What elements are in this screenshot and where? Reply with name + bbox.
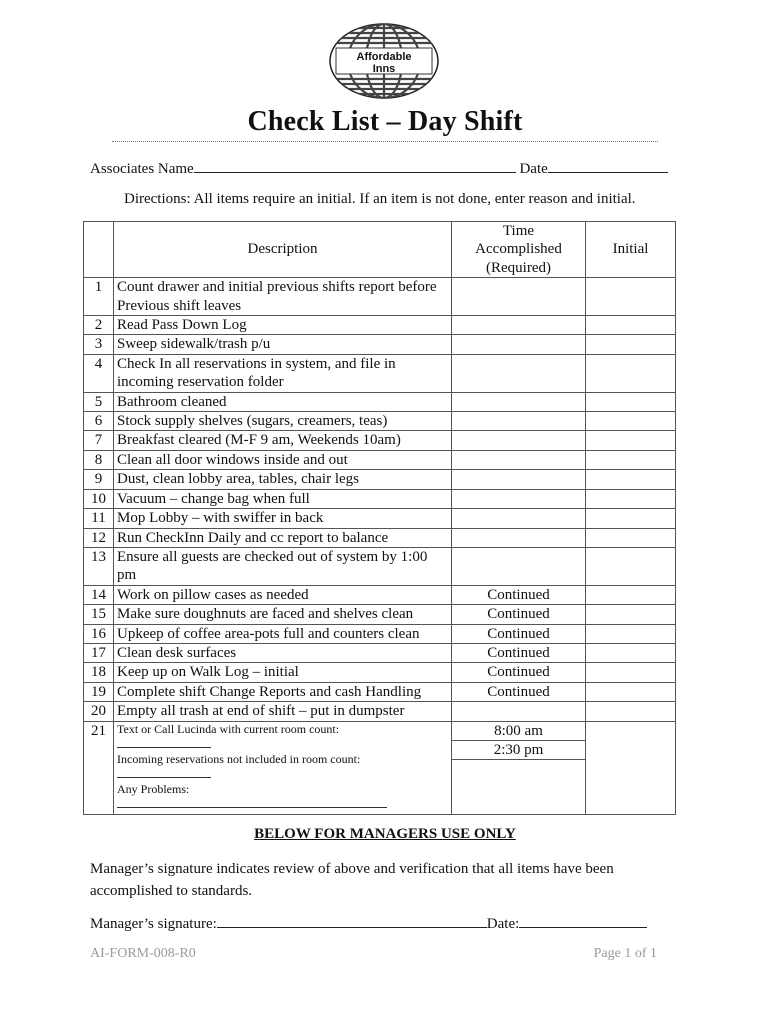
row-initial[interactable]	[586, 450, 676, 469]
title-divider	[112, 141, 658, 142]
date-field[interactable]	[548, 158, 668, 173]
row-time[interactable]	[452, 528, 586, 547]
row-initial[interactable]	[586, 585, 676, 604]
header-time	[452, 222, 586, 278]
table-row	[84, 702, 676, 721]
table-row	[84, 470, 676, 489]
room-count-field[interactable]	[117, 737, 211, 748]
managers-date-field[interactable]	[519, 913, 647, 928]
table-row	[84, 643, 676, 662]
row-initial[interactable]	[586, 528, 676, 547]
row-description: Dust, clean lobby area, tables, chair legs	[114, 470, 452, 489]
row-initial[interactable]	[586, 702, 676, 721]
table-row	[84, 605, 676, 624]
row-description: Bathroom cleaned	[114, 392, 452, 411]
table-row	[84, 431, 676, 450]
table-row	[84, 585, 676, 604]
row-time[interactable]	[452, 702, 586, 721]
row-description: Upkeep of coffee area-pots full and counters clean	[114, 624, 452, 643]
row-time[interactable]: Continued	[452, 585, 586, 604]
row-time[interactable]	[452, 470, 586, 489]
room-count-label: Text or Call Lucinda with current room count:	[117, 721, 340, 736]
managers-text: Manager’s signature indicates review of above and verification that all items have been accomplished to standards.	[90, 861, 614, 899]
row-time[interactable]: Continued	[452, 663, 586, 682]
row-description: Ensure all guests are checked out of system by 1:00 pm	[114, 547, 452, 585]
table-row	[84, 278, 676, 316]
row-time[interactable]: Continued	[452, 682, 586, 701]
footer-form-id: AI-FORM-008-R0	[90, 946, 196, 961]
table-row	[84, 354, 676, 392]
footer-page-number: Page 1 of 1	[593, 946, 657, 961]
logo-line1: Affordable	[356, 51, 412, 63]
checklist-table	[83, 221, 676, 815]
row-description: Run CheckInn Daily and cc report to balance	[114, 528, 452, 547]
row-time[interactable]	[452, 431, 586, 450]
row-description: Vacuum – change bag when full	[114, 489, 452, 508]
row-time[interactable]	[452, 392, 586, 411]
row-initial[interactable]	[586, 663, 676, 682]
row-description: Empty all trash at end of shift – put in dumpster	[114, 702, 452, 721]
row-number: 16	[84, 624, 114, 643]
row-time[interactable]	[452, 450, 586, 469]
row-number: 14	[84, 585, 114, 604]
row-description: Make sure doughnuts are faced and shelves clean	[114, 605, 452, 624]
table-row	[84, 316, 676, 335]
table-row	[84, 547, 676, 585]
table-row	[84, 450, 676, 469]
row-number: 3	[84, 335, 114, 354]
header-time-line3: (Required)	[486, 259, 551, 276]
row-initial[interactable]	[586, 316, 676, 335]
row-number: 7	[84, 431, 114, 450]
managers-date-label: Date:	[486, 916, 520, 932]
row-number: 2	[84, 316, 114, 335]
table-row	[84, 489, 676, 508]
row-number: 11	[84, 509, 114, 528]
managers-heading: BELOW FOR MANAGERS USE ONLY	[254, 826, 516, 842]
row-description: Sweep sidewalk/trash p/u	[114, 335, 452, 354]
row-initial[interactable]	[586, 335, 676, 354]
table-row	[84, 392, 676, 411]
row-time	[452, 721, 586, 814]
row-description: Clean all door windows inside and out	[114, 450, 452, 469]
row-number: 9	[84, 470, 114, 489]
row-number: 18	[84, 663, 114, 682]
row-time[interactable]	[452, 278, 586, 316]
row-initial[interactable]	[586, 682, 676, 701]
header-num	[84, 222, 114, 278]
row-description: Read Pass Down Log	[114, 316, 452, 335]
any-problems-field[interactable]	[117, 797, 387, 808]
row-number: 21	[84, 721, 114, 814]
row-time[interactable]: Continued	[452, 624, 586, 643]
row-initial[interactable]	[586, 547, 676, 585]
row-number: 15	[84, 605, 114, 624]
row-description: Keep up on Walk Log – initial	[114, 663, 452, 682]
row-number: 8	[84, 450, 114, 469]
row-description: Work on pillow cases as needed	[114, 585, 452, 604]
row-description: Breakfast cleared (M-F 9 am, Weekends 10am)	[114, 431, 452, 450]
row-initial[interactable]	[586, 605, 676, 624]
row-time[interactable]	[452, 354, 586, 392]
row-number: 13	[84, 547, 114, 585]
date-label: Date	[519, 161, 548, 177]
row-initial[interactable]	[586, 509, 676, 528]
row-time[interactable]: Continued	[452, 605, 586, 624]
managers-signature-row	[90, 913, 647, 933]
row-number: 12	[84, 528, 114, 547]
any-problems-label: Any Problems:	[117, 781, 190, 796]
table-row	[84, 335, 676, 354]
logo-line2: Inns	[372, 63, 396, 75]
row-time[interactable]	[452, 335, 586, 354]
row-time[interactable]	[452, 316, 586, 335]
row-description: Check In all reservations in system, and file in incoming reservation folder	[114, 354, 452, 392]
row-description: Mop Lobby – with swiffer in back	[114, 509, 452, 528]
table-row	[84, 663, 676, 682]
row-initial[interactable]	[586, 278, 676, 316]
table-row	[84, 624, 676, 643]
row-time[interactable]	[452, 489, 586, 508]
row-initial[interactable]	[586, 412, 676, 431]
page-title: Check List – Day Shift	[247, 106, 523, 137]
row-number: 10	[84, 489, 114, 508]
table-row	[84, 412, 676, 431]
row-time[interactable]	[452, 509, 586, 528]
incoming-reservations-field[interactable]	[117, 767, 211, 778]
row-description: Clean desk surfaces	[114, 643, 452, 662]
table-row	[84, 721, 676, 814]
row-number: 19	[84, 682, 114, 701]
header-time-line1: Time	[502, 223, 535, 239]
affordable-inns-logo	[328, 22, 440, 100]
row-initial[interactable]	[586, 431, 676, 450]
row-time[interactable]	[452, 547, 586, 585]
row-time[interactable]	[452, 412, 586, 431]
row-description	[114, 721, 452, 814]
time-slot-1: 8:00 am	[452, 722, 585, 741]
row-initial[interactable]	[586, 489, 676, 508]
table-header-row	[84, 222, 676, 278]
row-number: 5	[84, 392, 114, 411]
row-initial[interactable]	[586, 392, 676, 411]
row-number: 1	[84, 278, 114, 316]
row-description: Count drawer and initial previous shifts report before Previous shift leaves	[114, 278, 452, 316]
row-initial[interactable]	[586, 354, 676, 392]
row-description: Complete shift Change Reports and cash Handling	[114, 682, 452, 701]
table-row	[84, 682, 676, 701]
associates-label: Associates Name	[90, 161, 194, 177]
row-number: 4	[84, 354, 114, 392]
row-number: 6	[84, 412, 114, 431]
incoming-reservations-label: Incoming reservations not included in room count:	[117, 751, 361, 766]
header-time-line2: Accomplished	[475, 241, 562, 258]
row-time[interactable]: Continued	[452, 643, 586, 662]
row-number: 20	[84, 702, 114, 721]
associates-name-field[interactable]	[194, 158, 516, 173]
header-initial: Initial	[586, 222, 676, 278]
row-number: 17	[84, 643, 114, 662]
associates-row	[90, 158, 668, 178]
table-row	[84, 528, 676, 547]
header-description: Description	[114, 222, 452, 278]
directions-text: Directions: All items require an initial. If an item is not done, enter reason and initial.	[124, 191, 636, 207]
row-initial[interactable]	[586, 721, 676, 814]
table-row	[84, 509, 676, 528]
row-initial[interactable]	[586, 643, 676, 662]
managers-signature-field[interactable]	[217, 913, 487, 928]
row-description: Stock supply shelves (sugars, creamers, teas)	[114, 412, 452, 431]
row-initial[interactable]	[586, 624, 676, 643]
row-initial[interactable]	[586, 470, 676, 489]
time-slot-2: 2:30 pm	[452, 741, 585, 760]
managers-signature-label: Manager’s signature:	[90, 916, 217, 932]
